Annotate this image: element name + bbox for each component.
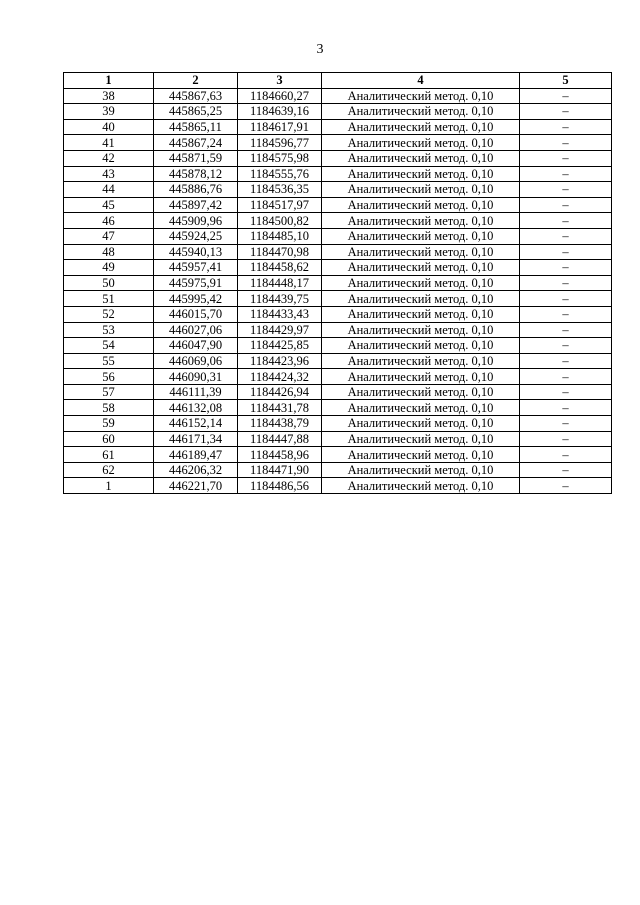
table-row xyxy=(64,135,612,151)
method-accuracy-cell: Аналитический метод. 0,10 xyxy=(322,447,520,463)
description-cell: – xyxy=(520,478,612,494)
method-accuracy-cell: Аналитический метод. 0,10 xyxy=(322,416,520,432)
method-accuracy-cell: Аналитический метод. 0,10 xyxy=(322,462,520,478)
description-cell: – xyxy=(520,150,612,166)
table-header-row xyxy=(64,73,612,89)
point-number-cell: 60 xyxy=(64,431,154,447)
y-coordinate-cell: 1184639,16 xyxy=(238,104,322,120)
table-row xyxy=(64,228,612,244)
description-cell: – xyxy=(520,135,612,151)
point-number-cell: 39 xyxy=(64,104,154,120)
table-row xyxy=(64,119,612,135)
y-coordinate-cell: 1184470,98 xyxy=(238,244,322,260)
x-coordinate-cell: 445995,42 xyxy=(154,291,238,307)
point-number-cell: 49 xyxy=(64,260,154,276)
description-cell: – xyxy=(520,119,612,135)
x-coordinate-cell: 445867,24 xyxy=(154,135,238,151)
point-number-cell: 55 xyxy=(64,353,154,369)
x-coordinate-cell: 446171,34 xyxy=(154,431,238,447)
point-number-cell: 50 xyxy=(64,275,154,291)
table-row xyxy=(64,447,612,463)
table-row xyxy=(64,416,612,432)
table-row xyxy=(64,478,612,494)
x-coordinate-cell: 445957,41 xyxy=(154,260,238,276)
coordinates-table xyxy=(63,72,612,494)
table-row xyxy=(64,197,612,213)
x-coordinate-cell: 446189,47 xyxy=(154,447,238,463)
header-col-3: 3 xyxy=(238,73,322,89)
method-accuracy-cell: Аналитический метод. 0,10 xyxy=(322,275,520,291)
x-coordinate-cell: 446221,70 xyxy=(154,478,238,494)
table-row xyxy=(64,260,612,276)
point-number-cell: 48 xyxy=(64,244,154,260)
y-coordinate-cell: 1184471,90 xyxy=(238,462,322,478)
description-cell: – xyxy=(520,400,612,416)
method-accuracy-cell: Аналитический метод. 0,10 xyxy=(322,260,520,276)
method-accuracy-cell: Аналитический метод. 0,10 xyxy=(322,353,520,369)
y-coordinate-cell: 1184431,78 xyxy=(238,400,322,416)
point-number-cell: 59 xyxy=(64,416,154,432)
point-number-cell: 38 xyxy=(64,88,154,104)
y-coordinate-cell: 1184433,43 xyxy=(238,306,322,322)
description-cell: – xyxy=(520,213,612,229)
table-row xyxy=(64,369,612,385)
method-accuracy-cell: Аналитический метод. 0,10 xyxy=(322,384,520,400)
y-coordinate-cell: 1184617,91 xyxy=(238,119,322,135)
y-coordinate-cell: 1184448,17 xyxy=(238,275,322,291)
table-row xyxy=(64,182,612,198)
page-number: 3 xyxy=(316,42,324,57)
description-cell: – xyxy=(520,104,612,120)
method-accuracy-cell: Аналитический метод. 0,10 xyxy=(322,244,520,260)
description-cell: – xyxy=(520,322,612,338)
x-coordinate-cell: 445897,42 xyxy=(154,197,238,213)
method-accuracy-cell: Аналитический метод. 0,10 xyxy=(322,400,520,416)
method-accuracy-cell: Аналитический метод. 0,10 xyxy=(322,338,520,354)
method-accuracy-cell: Аналитический метод. 0,10 xyxy=(322,291,520,307)
header-col-4: 4 xyxy=(322,73,520,89)
y-coordinate-cell: 1184423,96 xyxy=(238,353,322,369)
description-cell: – xyxy=(520,369,612,385)
x-coordinate-cell: 445886,76 xyxy=(154,182,238,198)
y-coordinate-cell: 1184458,62 xyxy=(238,260,322,276)
point-number-cell: 53 xyxy=(64,322,154,338)
x-coordinate-cell: 446090,31 xyxy=(154,369,238,385)
table-row xyxy=(64,104,612,120)
point-number-cell: 1 xyxy=(64,478,154,494)
x-coordinate-cell: 445878,12 xyxy=(154,166,238,182)
y-coordinate-cell: 1184438,79 xyxy=(238,416,322,432)
y-coordinate-cell: 1184660,27 xyxy=(238,88,322,104)
x-coordinate-cell: 446206,32 xyxy=(154,462,238,478)
table-row xyxy=(64,322,612,338)
method-accuracy-cell: Аналитический метод. 0,10 xyxy=(322,182,520,198)
table-row xyxy=(64,275,612,291)
description-cell: – xyxy=(520,384,612,400)
table-row xyxy=(64,244,612,260)
y-coordinate-cell: 1184458,96 xyxy=(238,447,322,463)
point-number-cell: 45 xyxy=(64,197,154,213)
x-coordinate-cell: 445867,63 xyxy=(154,88,238,104)
description-cell: – xyxy=(520,447,612,463)
point-number-cell: 56 xyxy=(64,369,154,385)
point-number-cell: 46 xyxy=(64,213,154,229)
description-cell: – xyxy=(520,338,612,354)
table-row xyxy=(64,291,612,307)
description-cell: – xyxy=(520,88,612,104)
description-cell: – xyxy=(520,275,612,291)
y-coordinate-cell: 1184447,88 xyxy=(238,431,322,447)
table-body xyxy=(64,88,612,493)
point-number-cell: 61 xyxy=(64,447,154,463)
y-coordinate-cell: 1184555,76 xyxy=(238,166,322,182)
x-coordinate-cell: 445940,13 xyxy=(154,244,238,260)
y-coordinate-cell: 1184486,56 xyxy=(238,478,322,494)
method-accuracy-cell: Аналитический метод. 0,10 xyxy=(322,135,520,151)
table-row xyxy=(64,88,612,104)
y-coordinate-cell: 1184429,97 xyxy=(238,322,322,338)
header-col-5: 5 xyxy=(520,73,612,89)
y-coordinate-cell: 1184536,35 xyxy=(238,182,322,198)
point-number-cell: 47 xyxy=(64,228,154,244)
table-row xyxy=(64,150,612,166)
method-accuracy-cell: Аналитический метод. 0,10 xyxy=(322,119,520,135)
header-col-1: 1 xyxy=(64,73,154,89)
x-coordinate-cell: 446069,06 xyxy=(154,353,238,369)
table-row xyxy=(64,462,612,478)
description-cell: – xyxy=(520,431,612,447)
point-number-cell: 52 xyxy=(64,306,154,322)
point-number-cell: 57 xyxy=(64,384,154,400)
x-coordinate-cell: 446152,14 xyxy=(154,416,238,432)
point-number-cell: 58 xyxy=(64,400,154,416)
x-coordinate-cell: 445924,25 xyxy=(154,228,238,244)
y-coordinate-cell: 1184500,82 xyxy=(238,213,322,229)
y-coordinate-cell: 1184596,77 xyxy=(238,135,322,151)
method-accuracy-cell: Аналитический метод. 0,10 xyxy=(322,369,520,385)
description-cell: – xyxy=(520,228,612,244)
x-coordinate-cell: 445865,11 xyxy=(154,119,238,135)
x-coordinate-cell: 446047,90 xyxy=(154,338,238,354)
method-accuracy-cell: Аналитический метод. 0,10 xyxy=(322,478,520,494)
table-row xyxy=(64,431,612,447)
table-row xyxy=(64,306,612,322)
y-coordinate-cell: 1184517,97 xyxy=(238,197,322,213)
point-number-cell: 42 xyxy=(64,150,154,166)
x-coordinate-cell: 446132,08 xyxy=(154,400,238,416)
point-number-cell: 43 xyxy=(64,166,154,182)
y-coordinate-cell: 1184485,10 xyxy=(238,228,322,244)
description-cell: – xyxy=(520,182,612,198)
method-accuracy-cell: Аналитический метод. 0,10 xyxy=(322,322,520,338)
description-cell: – xyxy=(520,306,612,322)
table-row xyxy=(64,400,612,416)
method-accuracy-cell: Аналитический метод. 0,10 xyxy=(322,213,520,229)
point-number-cell: 51 xyxy=(64,291,154,307)
y-coordinate-cell: 1184575,98 xyxy=(238,150,322,166)
y-coordinate-cell: 1184424,32 xyxy=(238,369,322,385)
method-accuracy-cell: Аналитический метод. 0,10 xyxy=(322,104,520,120)
description-cell: – xyxy=(520,260,612,276)
x-coordinate-cell: 445871,59 xyxy=(154,150,238,166)
header-col-2: 2 xyxy=(154,73,238,89)
method-accuracy-cell: Аналитический метод. 0,10 xyxy=(322,166,520,182)
point-number-cell: 40 xyxy=(64,119,154,135)
point-number-cell: 62 xyxy=(64,462,154,478)
table-row xyxy=(64,338,612,354)
description-cell: – xyxy=(520,462,612,478)
table-row xyxy=(64,384,612,400)
y-coordinate-cell: 1184426,94 xyxy=(238,384,322,400)
method-accuracy-cell: Аналитический метод. 0,10 xyxy=(322,197,520,213)
description-cell: – xyxy=(520,166,612,182)
method-accuracy-cell: Аналитический метод. 0,10 xyxy=(322,228,520,244)
x-coordinate-cell: 445865,25 xyxy=(154,104,238,120)
table-row xyxy=(64,166,612,182)
y-coordinate-cell: 1184439,75 xyxy=(238,291,322,307)
method-accuracy-cell: Аналитический метод. 0,10 xyxy=(322,88,520,104)
method-accuracy-cell: Аналитический метод. 0,10 xyxy=(322,150,520,166)
x-coordinate-cell: 446111,39 xyxy=(154,384,238,400)
y-coordinate-cell: 1184425,85 xyxy=(238,338,322,354)
x-coordinate-cell: 445909,96 xyxy=(154,213,238,229)
x-coordinate-cell: 446027,06 xyxy=(154,322,238,338)
description-cell: – xyxy=(520,244,612,260)
x-coordinate-cell: 446015,70 xyxy=(154,306,238,322)
description-cell: – xyxy=(520,291,612,307)
method-accuracy-cell: Аналитический метод. 0,10 xyxy=(322,306,520,322)
description-cell: – xyxy=(520,416,612,432)
table-row xyxy=(64,213,612,229)
point-number-cell: 41 xyxy=(64,135,154,151)
point-number-cell: 44 xyxy=(64,182,154,198)
method-accuracy-cell: Аналитический метод. 0,10 xyxy=(322,431,520,447)
description-cell: – xyxy=(520,197,612,213)
x-coordinate-cell: 445975,91 xyxy=(154,275,238,291)
description-cell: – xyxy=(520,353,612,369)
point-number-cell: 54 xyxy=(64,338,154,354)
table-row xyxy=(64,353,612,369)
